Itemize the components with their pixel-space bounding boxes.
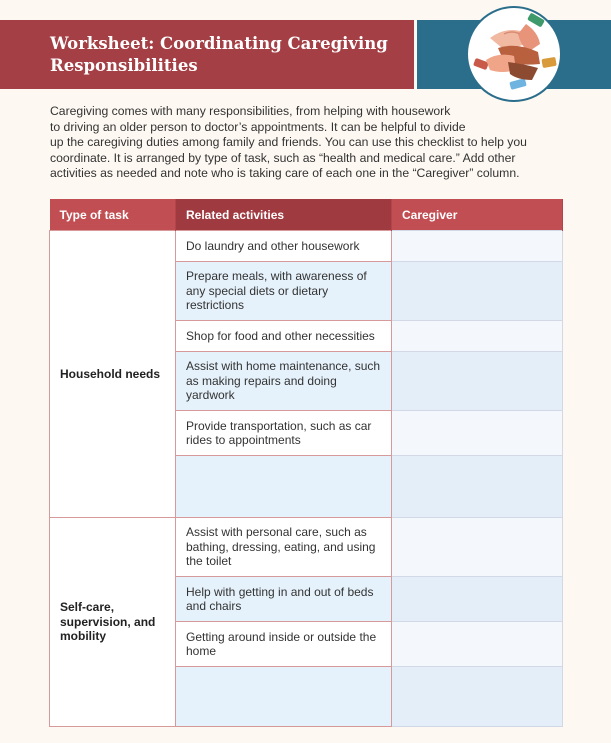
activity-cell: Do laundry and other housework	[176, 231, 392, 262]
category-self-care: Self-care, supervision, and mobility	[50, 518, 176, 727]
intro-line: to driving an older person to doctor’s appointments. It can be helpful to divide	[50, 119, 466, 134]
intro-line: up the caregiving duties among family and friends. You can use this checklist to help you	[50, 135, 527, 149]
table-row	[50, 231, 563, 262]
header-related-activities: Related activities	[176, 199, 392, 231]
caregiver-cell[interactable]	[392, 321, 563, 352]
stacked-hands-illustration	[468, 8, 560, 100]
activity-cell: Prepare meals, with awareness of any special diets or dietary restrictions	[176, 262, 392, 321]
activity-cell: Getting around inside or outside the home	[176, 622, 392, 667]
table-header-row	[50, 199, 563, 231]
intro-line: Caregiving comes with many responsibilities, from helping with housework	[50, 104, 451, 118]
activity-cell: Assist with personal care, such as bathing, dressing, eating, and using the toilet	[176, 518, 392, 577]
activity-cell-blank[interactable]	[176, 456, 392, 518]
header-red-panel	[0, 20, 414, 89]
caregiver-cell[interactable]	[392, 352, 563, 411]
caregiver-cell[interactable]	[392, 667, 563, 727]
page-title: Worksheet: Coordinating Caregiving Responsibilities	[50, 34, 388, 75]
caregiver-cell[interactable]	[392, 622, 563, 667]
header-type-of-task: Type of task	[50, 199, 176, 231]
caregiver-cell[interactable]	[392, 577, 563, 622]
activity-cell: Shop for food and other necessities	[176, 321, 392, 352]
activity-cell: Assist with home maintenance, such as making repairs and doing yardwork	[176, 352, 392, 411]
caregiver-cell[interactable]	[392, 411, 563, 456]
caregiver-cell[interactable]	[392, 518, 563, 577]
table-row	[50, 518, 563, 577]
intro-line: coordinate. It is arranged by type of task, such as “health and medical care.” Add other	[50, 150, 516, 165]
activity-cell-blank[interactable]	[176, 667, 392, 727]
caregiver-cell[interactable]	[392, 456, 563, 518]
activity-cell: Provide transportation, such as car rides to appointments	[176, 411, 392, 456]
intro-line: activities as needed and note who is taking care of each one in the “Caregiver” column.	[50, 166, 520, 180]
stacked-hands-icon	[466, 6, 562, 102]
header-caregiver: Caregiver	[392, 199, 563, 231]
caregiver-cell[interactable]	[392, 231, 563, 262]
intro-paragraph	[50, 104, 560, 182]
caregiving-checklist-table	[49, 199, 563, 727]
caregiver-cell[interactable]	[392, 262, 563, 321]
category-household-needs: Household needs	[50, 231, 176, 518]
activity-cell: Help with getting in and out of beds and chairs	[176, 577, 392, 622]
